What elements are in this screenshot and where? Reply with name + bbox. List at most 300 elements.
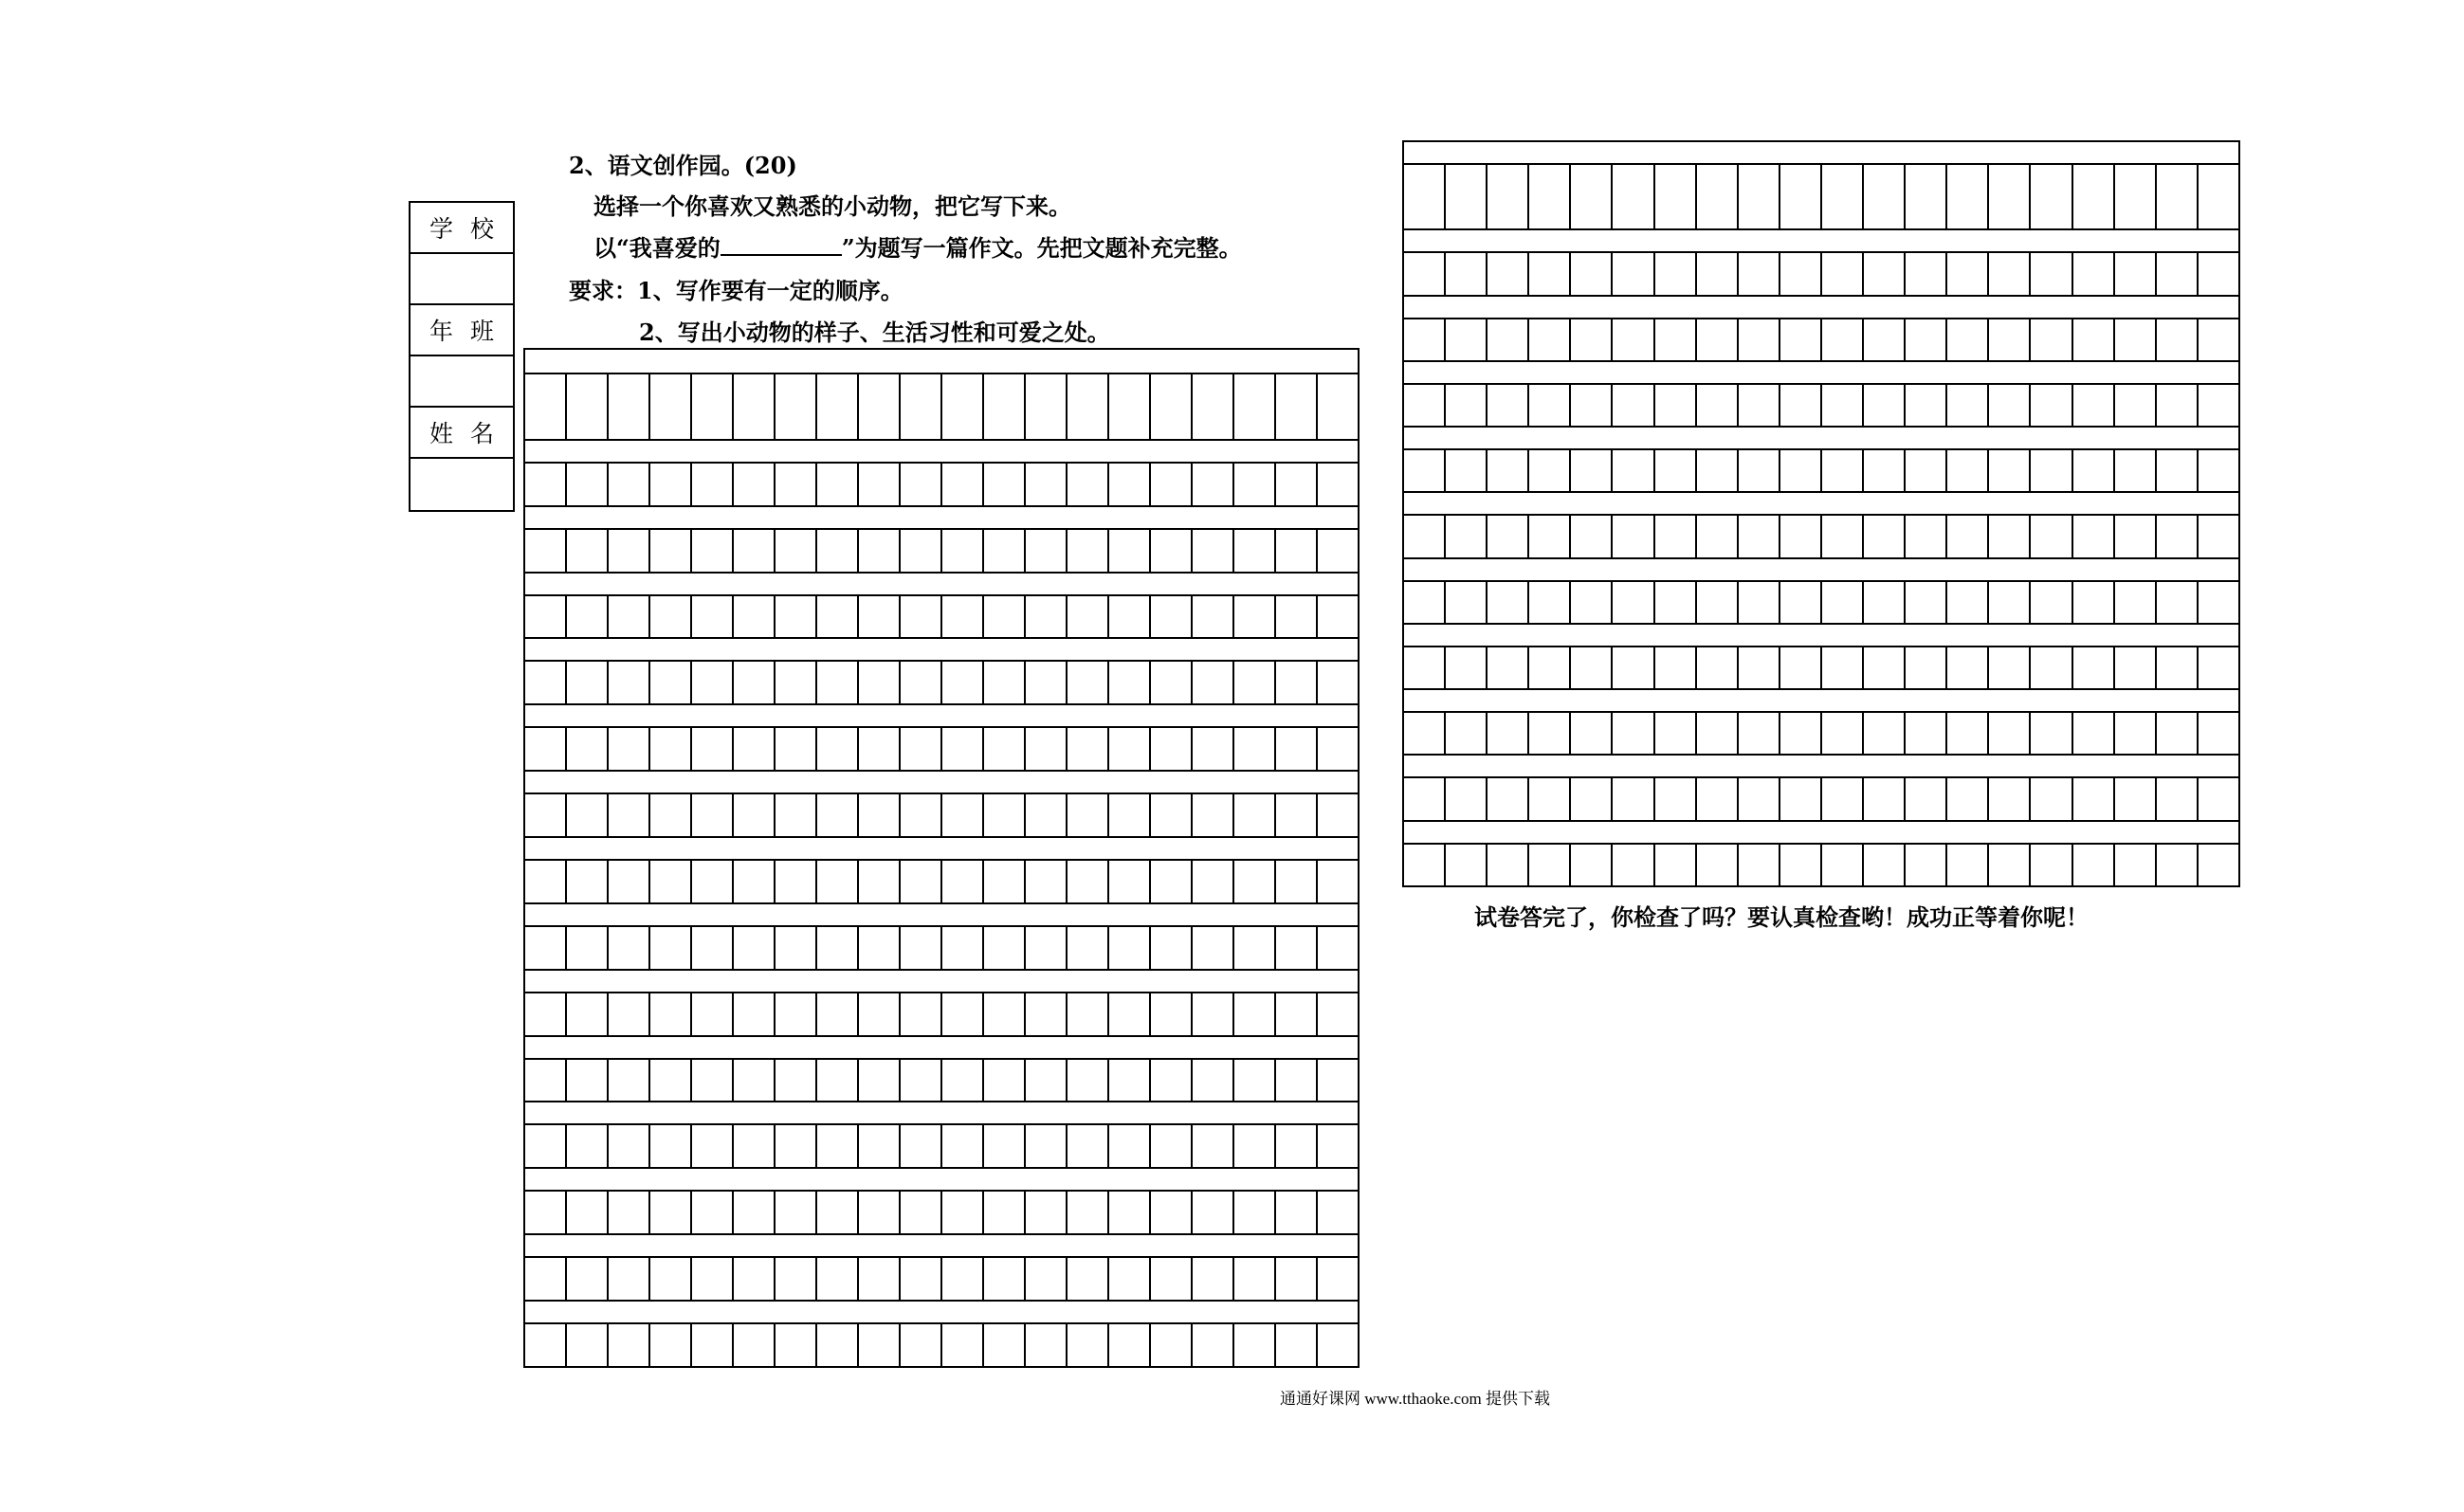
grid-cell[interactable] <box>815 1060 857 1102</box>
grid-cell[interactable] <box>1945 319 1987 360</box>
grid-cell[interactable] <box>899 728 940 770</box>
grid-cell[interactable] <box>565 662 607 703</box>
grid-cell[interactable] <box>732 1125 774 1167</box>
grid-cell[interactable] <box>2155 450 2197 491</box>
grid-cell[interactable] <box>982 1060 1024 1102</box>
grid-cell[interactable] <box>1779 450 1820 491</box>
grid-cell[interactable] <box>1107 1060 1149 1102</box>
grid-cell[interactable] <box>1444 450 1486 491</box>
grid-cell[interactable] <box>857 662 899 703</box>
grid-cell[interactable] <box>1904 319 1945 360</box>
grid-cell[interactable] <box>1862 319 1904 360</box>
grid-cell[interactable] <box>1232 1125 1274 1167</box>
grid-cell[interactable] <box>940 1324 982 1366</box>
grid-cell[interactable] <box>690 662 732 703</box>
grid-cell[interactable] <box>525 374 565 439</box>
grid-cell[interactable] <box>774 794 815 836</box>
grid-cell[interactable] <box>1404 385 1444 426</box>
grid-cell[interactable] <box>1862 253 1904 294</box>
grid-cell[interactable] <box>1945 516 1987 556</box>
title-blank[interactable] <box>721 235 842 256</box>
grid-cell[interactable] <box>1945 253 1987 294</box>
grid-cell[interactable] <box>1904 647 1945 688</box>
grid-cell[interactable] <box>1066 374 1107 439</box>
grid-cell[interactable] <box>1024 1192 1066 1233</box>
grid-cell[interactable] <box>1191 861 1232 902</box>
grid-cell[interactable] <box>1066 1258 1107 1300</box>
grid-cell[interactable] <box>2197 778 2238 819</box>
grid-cell[interactable] <box>982 728 1024 770</box>
grid-cell[interactable] <box>774 1125 815 1167</box>
grid-cell[interactable] <box>2029 845 2071 885</box>
grid-cell[interactable] <box>1653 165 1695 228</box>
grid-cell[interactable] <box>690 1125 732 1167</box>
grid-cell[interactable] <box>690 861 732 902</box>
grid-cell[interactable] <box>1569 253 1611 294</box>
grid-cell[interactable] <box>899 1060 940 1102</box>
grid-cell[interactable] <box>1066 1060 1107 1102</box>
grid-cell[interactable] <box>857 728 899 770</box>
grid-cell[interactable] <box>815 861 857 902</box>
grid-cell[interactable] <box>1232 728 1274 770</box>
composition-grid-right[interactable] <box>1402 140 2240 887</box>
grid-cell[interactable] <box>732 1324 774 1366</box>
grid-cell[interactable] <box>1107 374 1149 439</box>
grid-cell[interactable] <box>1695 845 1737 885</box>
grid-cell[interactable] <box>1024 1125 1066 1167</box>
grid-cell[interactable] <box>774 1324 815 1366</box>
grid-cell[interactable] <box>1066 662 1107 703</box>
grid-cell[interactable] <box>1149 530 1191 572</box>
grid-cell[interactable] <box>565 728 607 770</box>
grid-cell[interactable] <box>1862 778 1904 819</box>
grid-cell[interactable] <box>1024 993 1066 1035</box>
grid-cell[interactable] <box>648 596 690 638</box>
grid-cell[interactable] <box>1862 647 1904 688</box>
grid-cell[interactable] <box>1527 713 1569 754</box>
grid-cell[interactable] <box>1904 845 1945 885</box>
grid-cell[interactable] <box>1945 778 1987 819</box>
grid-cell[interactable] <box>1695 713 1737 754</box>
grid-cell[interactable] <box>815 530 857 572</box>
grid-cell[interactable] <box>1695 516 1737 556</box>
grid-cell[interactable] <box>2155 516 2197 556</box>
grid-cell[interactable] <box>690 374 732 439</box>
grid-cell[interactable] <box>732 662 774 703</box>
grid-cell[interactable] <box>1945 845 1987 885</box>
grid-cell[interactable] <box>690 927 732 969</box>
grid-cell[interactable] <box>565 596 607 638</box>
grid-cell[interactable] <box>565 927 607 969</box>
grid-cell[interactable] <box>857 1258 899 1300</box>
grid-cell[interactable] <box>1149 1192 1191 1233</box>
grid-cell[interactable] <box>690 1060 732 1102</box>
grid-cell[interactable] <box>1066 728 1107 770</box>
grid-cell[interactable] <box>1024 662 1066 703</box>
grid-cell[interactable] <box>1444 845 1486 885</box>
grid-cell[interactable] <box>648 1125 690 1167</box>
grid-cell[interactable] <box>774 662 815 703</box>
grid-cell[interactable] <box>1611 647 1652 688</box>
grid-cell[interactable] <box>1191 662 1232 703</box>
grid-cell[interactable] <box>940 374 982 439</box>
grid-cell[interactable] <box>525 662 565 703</box>
grid-cell[interactable] <box>857 993 899 1035</box>
grid-cell[interactable] <box>732 1258 774 1300</box>
grid-cell[interactable] <box>1486 253 1527 294</box>
grid-cell[interactable] <box>857 1324 899 1366</box>
grid-cell[interactable] <box>1066 1192 1107 1233</box>
grid-cell[interactable] <box>690 993 732 1035</box>
grid-cell[interactable] <box>940 861 982 902</box>
grid-cell[interactable] <box>565 374 607 439</box>
grid-cell[interactable] <box>690 464 732 505</box>
grid-cell[interactable] <box>525 1192 565 1233</box>
grid-cell[interactable] <box>1820 165 1862 228</box>
grid-cell[interactable] <box>1316 374 1358 439</box>
grid-cell[interactable] <box>1024 596 1066 638</box>
grid-cell[interactable] <box>1945 647 1987 688</box>
grid-cell[interactable] <box>2113 582 2155 623</box>
grid-cell[interactable] <box>982 596 1024 638</box>
grid-cell[interactable] <box>1945 582 1987 623</box>
grid-cell[interactable] <box>1653 450 1695 491</box>
grid-cell[interactable] <box>1820 319 1862 360</box>
grid-cell[interactable] <box>1486 319 1527 360</box>
grid-cell[interactable] <box>982 1125 1024 1167</box>
grid-cell[interactable] <box>1191 374 1232 439</box>
grid-cell[interactable] <box>1274 1192 1316 1233</box>
grid-cell[interactable] <box>2155 385 2197 426</box>
grid-cell[interactable] <box>2029 778 2071 819</box>
grid-cell[interactable] <box>899 530 940 572</box>
grid-cell[interactable] <box>1149 993 1191 1035</box>
grid-cell[interactable] <box>1653 713 1695 754</box>
grid-cell[interactable] <box>982 927 1024 969</box>
grid-cell[interactable] <box>1904 385 1945 426</box>
grid-cell[interactable] <box>1444 582 1486 623</box>
grid-cell[interactable] <box>525 861 565 902</box>
grid-cell[interactable] <box>1486 165 1527 228</box>
grid-cell[interactable] <box>2072 385 2113 426</box>
grid-cell[interactable] <box>774 464 815 505</box>
grid-cell[interactable] <box>525 927 565 969</box>
grid-cell[interactable] <box>1107 1125 1149 1167</box>
grid-cell[interactable] <box>648 1192 690 1233</box>
grid-cell[interactable] <box>1527 778 1569 819</box>
grid-cell[interactable] <box>857 464 899 505</box>
grid-cell[interactable] <box>1737 778 1779 819</box>
grid-cell[interactable] <box>1904 450 1945 491</box>
grid-cell[interactable] <box>1274 464 1316 505</box>
grid-cell[interactable] <box>2072 582 2113 623</box>
grid-cell[interactable] <box>1316 861 1358 902</box>
grid-cell[interactable] <box>648 794 690 836</box>
grid-cell[interactable] <box>1862 845 1904 885</box>
grid-cell[interactable] <box>2113 845 2155 885</box>
grid-cell[interactable] <box>1945 165 1987 228</box>
grid-cell[interactable] <box>899 374 940 439</box>
grid-cell[interactable] <box>2155 165 2197 228</box>
grid-cell[interactable] <box>1066 1324 1107 1366</box>
grid-cell[interactable] <box>1862 450 1904 491</box>
grid-cell[interactable] <box>1527 582 1569 623</box>
grid-cell[interactable] <box>1904 165 1945 228</box>
grid-cell[interactable] <box>732 530 774 572</box>
grid-cell[interactable] <box>815 374 857 439</box>
grid-cell[interactable] <box>607 464 648 505</box>
grid-cell[interactable] <box>565 1324 607 1366</box>
grid-cell[interactable] <box>1191 1125 1232 1167</box>
grid-cell[interactable] <box>1569 319 1611 360</box>
grid-cell[interactable] <box>690 728 732 770</box>
grid-cell[interactable] <box>648 728 690 770</box>
grid-cell[interactable] <box>1316 530 1358 572</box>
grid-cell[interactable] <box>525 993 565 1035</box>
grid-cell[interactable] <box>1024 1324 1066 1366</box>
grid-cell[interactable] <box>940 1125 982 1167</box>
grid-cell[interactable] <box>607 927 648 969</box>
grid-cell[interactable] <box>525 464 565 505</box>
grid-cell[interactable] <box>648 1258 690 1300</box>
grid-cell[interactable] <box>1149 1125 1191 1167</box>
grid-cell[interactable] <box>1274 1125 1316 1167</box>
grid-cell[interactable] <box>1232 662 1274 703</box>
grid-cell[interactable] <box>2113 253 2155 294</box>
grid-cell[interactable] <box>1316 596 1358 638</box>
grid-cell[interactable] <box>1404 516 1444 556</box>
grid-cell[interactable] <box>857 1125 899 1167</box>
grid-cell[interactable] <box>1404 319 1444 360</box>
grid-cell[interactable] <box>899 861 940 902</box>
grid-cell[interactable] <box>607 1125 648 1167</box>
grid-cell[interactable] <box>1862 713 1904 754</box>
grid-cell[interactable] <box>1737 165 1779 228</box>
grid-cell[interactable] <box>1191 596 1232 638</box>
grid-cell[interactable] <box>857 927 899 969</box>
grid-cell[interactable] <box>899 794 940 836</box>
grid-cell[interactable] <box>1737 845 1779 885</box>
grid-cell[interactable] <box>2197 165 2238 228</box>
grid-cell[interactable] <box>857 530 899 572</box>
grid-cell[interactable] <box>1611 165 1652 228</box>
grid-cell[interactable] <box>857 861 899 902</box>
grid-cell[interactable] <box>940 530 982 572</box>
grid-cell[interactable] <box>1820 516 1862 556</box>
grid-cell[interactable] <box>1695 385 1737 426</box>
grid-cell[interactable] <box>1316 927 1358 969</box>
grid-cell[interactable] <box>1737 713 1779 754</box>
grid-cell[interactable] <box>1444 253 1486 294</box>
grid-cell[interactable] <box>1191 728 1232 770</box>
grid-cell[interactable] <box>1987 516 2029 556</box>
grid-cell[interactable] <box>2197 385 2238 426</box>
grid-cell[interactable] <box>1274 662 1316 703</box>
grid-cell[interactable] <box>2197 647 2238 688</box>
grid-cell[interactable] <box>1107 1258 1149 1300</box>
grid-cell[interactable] <box>2197 582 2238 623</box>
grid-cell[interactable] <box>2197 845 2238 885</box>
grid-cell[interactable] <box>1737 647 1779 688</box>
grid-cell[interactable] <box>1527 845 1569 885</box>
grid-cell[interactable] <box>1066 794 1107 836</box>
grid-cell[interactable] <box>1149 374 1191 439</box>
grid-cell[interactable] <box>1779 582 1820 623</box>
grid-cell[interactable] <box>857 794 899 836</box>
grid-cell[interactable] <box>1316 662 1358 703</box>
grid-cell[interactable] <box>1274 861 1316 902</box>
grid-cell[interactable] <box>857 1060 899 1102</box>
grid-cell[interactable] <box>1987 778 2029 819</box>
grid-cell[interactable] <box>2113 385 2155 426</box>
school-field[interactable] <box>411 254 513 305</box>
grid-cell[interactable] <box>774 530 815 572</box>
grid-cell[interactable] <box>1945 450 1987 491</box>
grid-cell[interactable] <box>1611 778 1652 819</box>
grid-cell[interactable] <box>1149 1258 1191 1300</box>
grid-cell[interactable] <box>1527 385 1569 426</box>
grid-cell[interactable] <box>2029 253 2071 294</box>
grid-cell[interactable] <box>1779 253 1820 294</box>
grid-cell[interactable] <box>940 662 982 703</box>
grid-cell[interactable] <box>648 530 690 572</box>
grid-cell[interactable] <box>607 662 648 703</box>
grid-cell[interactable] <box>565 794 607 836</box>
grid-cell[interactable] <box>1779 385 1820 426</box>
grid-cell[interactable] <box>1486 647 1527 688</box>
grid-cell[interactable] <box>565 861 607 902</box>
grid-cell[interactable] <box>690 1258 732 1300</box>
grid-cell[interactable] <box>1737 319 1779 360</box>
grid-cell[interactable] <box>1779 778 1820 819</box>
grid-cell[interactable] <box>1066 927 1107 969</box>
grid-cell[interactable] <box>899 1192 940 1233</box>
grid-cell[interactable] <box>690 596 732 638</box>
grid-cell[interactable] <box>2072 713 2113 754</box>
grid-cell[interactable] <box>1149 1324 1191 1366</box>
grid-cell[interactable] <box>1107 728 1149 770</box>
grid-cell[interactable] <box>1274 374 1316 439</box>
grid-cell[interactable] <box>2197 319 2238 360</box>
grid-cell[interactable] <box>815 927 857 969</box>
grid-cell[interactable] <box>982 530 1024 572</box>
grid-cell[interactable] <box>2197 713 2238 754</box>
grid-cell[interactable] <box>2072 516 2113 556</box>
grid-cell[interactable] <box>899 993 940 1035</box>
grid-cell[interactable] <box>1486 385 1527 426</box>
grid-cell[interactable] <box>1820 778 1862 819</box>
grid-cell[interactable] <box>1695 165 1737 228</box>
grid-cell[interactable] <box>565 1060 607 1102</box>
grid-cell[interactable] <box>1527 516 1569 556</box>
grid-cell[interactable] <box>1611 845 1652 885</box>
grid-cell[interactable] <box>732 728 774 770</box>
grid-cell[interactable] <box>607 1060 648 1102</box>
grid-cell[interactable] <box>525 1060 565 1102</box>
grid-cell[interactable] <box>2155 319 2197 360</box>
grid-cell[interactable] <box>774 374 815 439</box>
grid-cell[interactable] <box>525 728 565 770</box>
grid-cell[interactable] <box>1820 253 1862 294</box>
grid-cell[interactable] <box>1569 450 1611 491</box>
grid-cell[interactable] <box>607 1324 648 1366</box>
grid-cell[interactable] <box>1232 464 1274 505</box>
grid-cell[interactable] <box>1527 165 1569 228</box>
grid-cell[interactable] <box>815 464 857 505</box>
grid-cell[interactable] <box>815 728 857 770</box>
grid-cell[interactable] <box>982 861 1024 902</box>
grid-cell[interactable] <box>1904 778 1945 819</box>
grid-cell[interactable] <box>1107 993 1149 1035</box>
grid-cell[interactable] <box>940 464 982 505</box>
grid-cell[interactable] <box>815 1125 857 1167</box>
grid-cell[interactable] <box>1904 516 1945 556</box>
grid-cell[interactable] <box>607 728 648 770</box>
grid-cell[interactable] <box>1820 450 1862 491</box>
grid-cell[interactable] <box>2029 516 2071 556</box>
grid-cell[interactable] <box>1779 319 1820 360</box>
grid-cell[interactable] <box>1066 464 1107 505</box>
grid-cell[interactable] <box>940 728 982 770</box>
grid-cell[interactable] <box>815 794 857 836</box>
grid-cell[interactable] <box>1862 165 1904 228</box>
grid-cell[interactable] <box>1904 582 1945 623</box>
grid-cell[interactable] <box>565 1192 607 1233</box>
grid-cell[interactable] <box>1611 385 1652 426</box>
grid-cell[interactable] <box>732 993 774 1035</box>
grid-cell[interactable] <box>1149 728 1191 770</box>
grid-cell[interactable] <box>1569 516 1611 556</box>
grid-cell[interactable] <box>1569 647 1611 688</box>
grid-cell[interactable] <box>1274 596 1316 638</box>
grid-cell[interactable] <box>2155 582 2197 623</box>
grid-cell[interactable] <box>2029 385 2071 426</box>
grid-cell[interactable] <box>1232 374 1274 439</box>
grid-cell[interactable] <box>525 530 565 572</box>
grid-cell[interactable] <box>648 993 690 1035</box>
grid-cell[interactable] <box>1862 582 1904 623</box>
grid-cell[interactable] <box>1444 385 1486 426</box>
grid-cell[interactable] <box>982 464 1024 505</box>
grid-cell[interactable] <box>1987 385 2029 426</box>
grid-cell[interactable] <box>1444 713 1486 754</box>
grid-cell[interactable] <box>2113 516 2155 556</box>
grid-cell[interactable] <box>1232 530 1274 572</box>
grid-cell[interactable] <box>525 1324 565 1366</box>
grid-cell[interactable] <box>1149 927 1191 969</box>
grid-cell[interactable] <box>1569 385 1611 426</box>
grid-cell[interactable] <box>1737 450 1779 491</box>
grid-cell[interactable] <box>1232 1192 1274 1233</box>
grid-cell[interactable] <box>1444 647 1486 688</box>
grid-cell[interactable] <box>1444 516 1486 556</box>
grid-cell[interactable] <box>1232 1324 1274 1366</box>
grid-cell[interactable] <box>1987 647 2029 688</box>
grid-cell[interactable] <box>1404 713 1444 754</box>
grid-cell[interactable] <box>774 1258 815 1300</box>
grid-cell[interactable] <box>1107 596 1149 638</box>
grid-cell[interactable] <box>1527 253 1569 294</box>
grid-cell[interactable] <box>1779 845 1820 885</box>
grid-cell[interactable] <box>2029 582 2071 623</box>
grid-cell[interactable] <box>2072 319 2113 360</box>
grid-cell[interactable] <box>1316 993 1358 1035</box>
grid-cell[interactable] <box>1779 647 1820 688</box>
grid-cell[interactable] <box>525 1125 565 1167</box>
grid-cell[interactable] <box>1404 253 1444 294</box>
grid-cell[interactable] <box>1191 927 1232 969</box>
grid-cell[interactable] <box>648 374 690 439</box>
